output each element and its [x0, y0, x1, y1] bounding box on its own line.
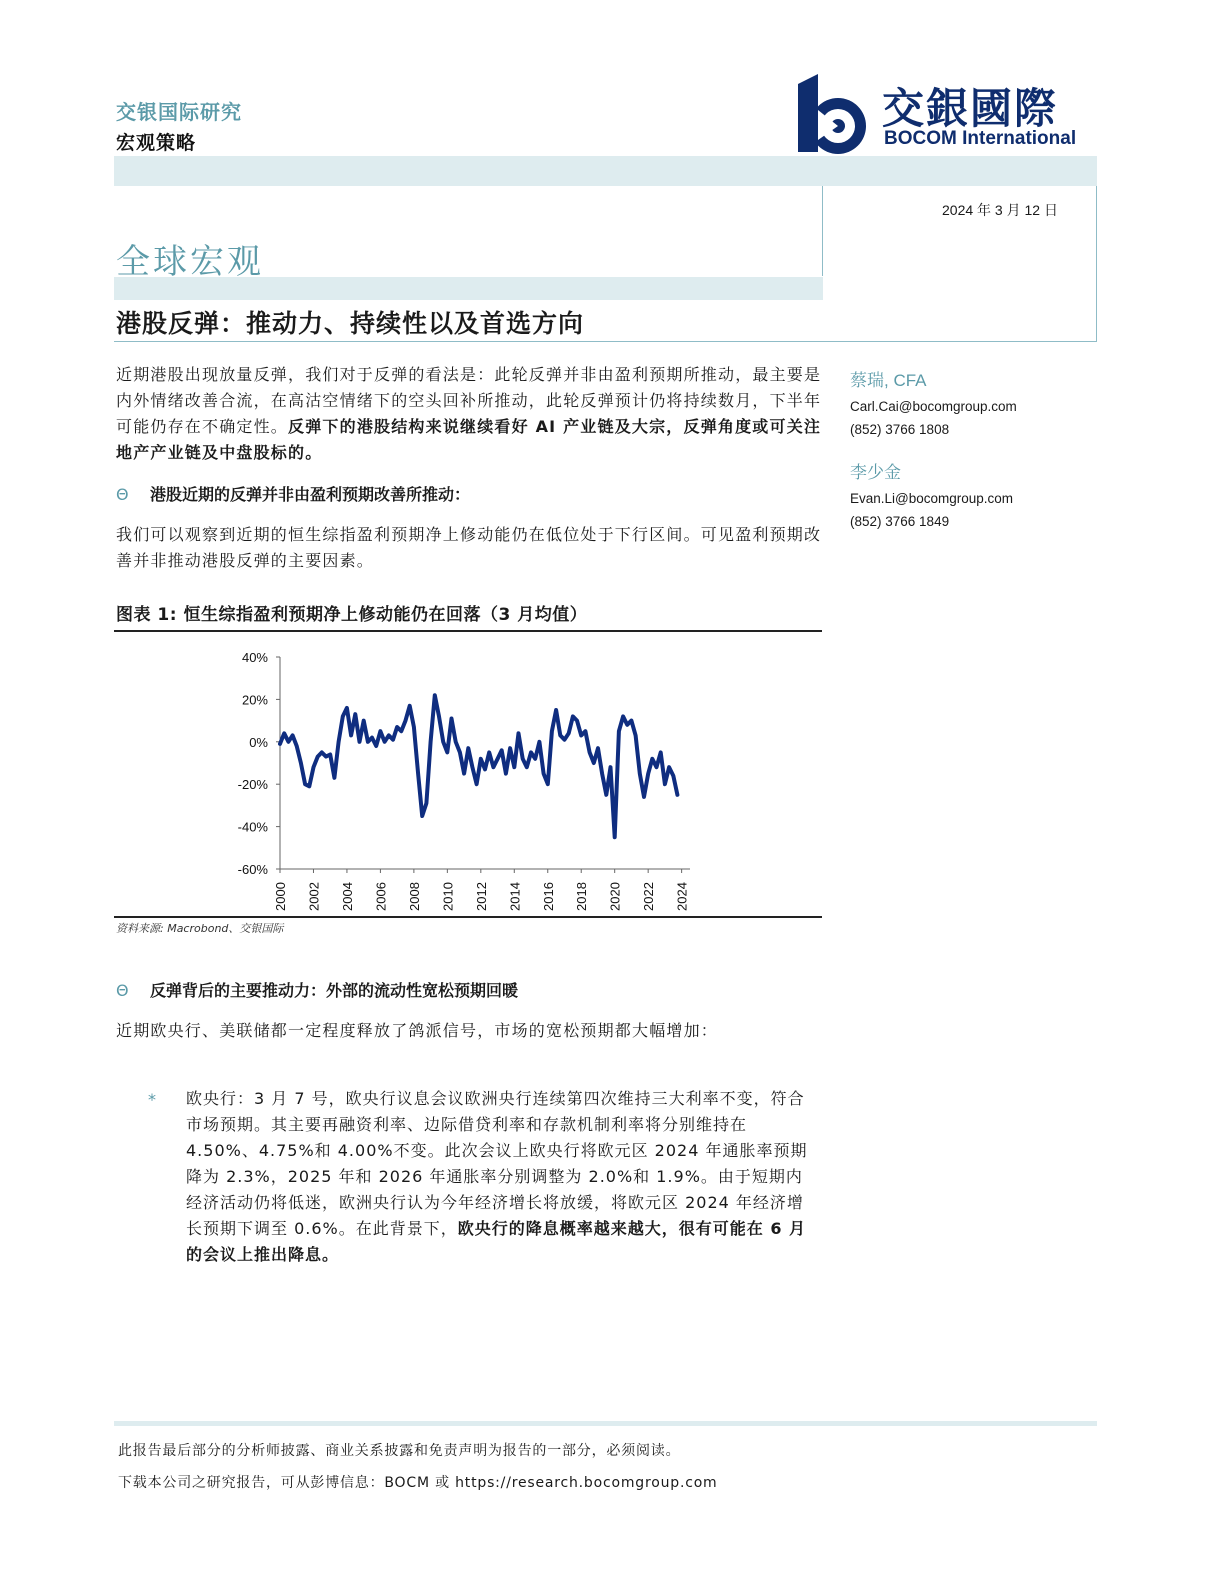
x-tick-label: 2008: [406, 882, 422, 911]
footer-disclaimer: 此报告最后部分的分析师披露、商业关系披露和免责声明为报告的一部分，必须阅读。: [118, 1443, 681, 1459]
bullet-heading-1: [116, 482, 470, 505]
footer-download[interactable]: 下载本公司之研究报告，可从彭博信息：BOCM 或 https://research.bocomgroup.com: [118, 1475, 718, 1491]
bullet-body-2: 近期欧央行、美联储都一定程度释放了鸽派信号，市场的宽松预期都大幅增加：: [116, 1021, 719, 1040]
bullet-heading-text: 反弹背后的主要推动力：外部的流动性宽松预期回暖: [150, 981, 519, 1000]
y-tick-label: 0%: [249, 734, 268, 750]
x-tick-label: 2002: [306, 882, 322, 911]
intro-text: 近期港股出现放量反弹，我们对于反弹的看法是：此轮反弹并非由盈利预期所推动，最主要是内外情绪改善合流，在高沽空情绪下的空头回补所推动，此轮反弹预计仍将持续数月，下半年可能仍存在不确定性。: [116, 365, 822, 436]
ecb-paragraph: [186, 1086, 818, 1268]
line-chart: [116, 636, 822, 916]
x-tick-label: 2024: [674, 882, 690, 911]
intro-highlight: 反弹下的港股结构来说继续看好 AI 产业链及大宗，反弹角度或可关注地产产业链及中盘股标的。: [116, 417, 822, 462]
logo-chinese-text: 交銀國際: [882, 84, 1059, 133]
bullet-heading-text: 港股近期的反弹并非由盈利预期改善所推动：: [150, 485, 471, 504]
ecb-highlight: 欧央行的降息概率越来越大，很有可能在 6 月的会议上推出降息。: [186, 1219, 807, 1264]
asterisk-icon: *: [148, 1090, 156, 1109]
analyst-email[interactable]: Evan.Li@bocomgroup.com: [850, 491, 1014, 506]
y-tick-label: 40%: [241, 650, 268, 665]
x-tick-label: 2014: [507, 882, 523, 911]
bullet-body-1: 我们可以观察到近期的恒生综指盈利预期净上修动能仍在低位处于下行区间。可见盈利预期改善并非推动港股反弹的主要因素。: [116, 525, 822, 570]
x-tick-label: 2016: [540, 882, 556, 911]
brand-label: 交银国际研究: [116, 100, 242, 124]
x-tick-label: 2000: [273, 882, 288, 911]
report-title: 港股反弹：推动力、持续性以及首选方向: [116, 309, 585, 338]
series-line: [280, 695, 677, 837]
figure-title: 图表 1: 恒生综指盈利预期净上修动能仍在回落（3 月均值）: [116, 605, 588, 625]
footer-rule: [114, 1421, 1097, 1426]
x-tick-label: 2006: [373, 882, 389, 911]
header-divider: [822, 186, 823, 276]
x-tick-label: 2022: [641, 882, 657, 911]
figure-source: 资料来源: Macrobond、交银国际: [116, 922, 284, 935]
title-underline: [114, 341, 1097, 342]
report-date: 2024 年 3 月 12 日: [942, 202, 1058, 218]
figure-bottom-rule: [114, 916, 822, 918]
analyst-name: 李少金: [850, 463, 901, 482]
analyst-phone: (852) 3766 1849: [850, 514, 950, 529]
ecb-text: 欧央行：3 月 7 号，欧央行议息会议欧洲央行连续第四次维持三大利率不变，符合市场预期。其主要再融资利率、边际借贷利率和存款机制利率将分别维持在 4.50%、4.75%和 4.00%不变。此次会议上欧央行将欧元区 2024 年通胀率预期降为 2.3%，2025 年和 2026 年通胀率分别调整为 2.0%和 1.9%。由于短期内经济活动仍将低迷，欧洲央行认为今年经济增长将放缓，将欧元区 2024 年经济增长预期下调至 0.6%。在此背景下，: [186, 1089, 808, 1238]
bullet-symbol-icon: Θ: [116, 485, 129, 504]
x-tick-label: 2004: [339, 882, 355, 911]
intro-paragraph: [116, 362, 822, 466]
x-tick-label: 2020: [607, 882, 623, 911]
analyst-phone: (852) 3766 1808: [850, 422, 950, 437]
figure-top-rule: [114, 630, 822, 632]
bullet-symbol-icon: Θ: [116, 981, 129, 1000]
analyst-email[interactable]: Carl.Cai@bocomgroup.com: [850, 399, 1017, 414]
y-tick-label: -20%: [237, 777, 268, 793]
analyst-card-2: [850, 458, 1013, 533]
bullet-heading-2: [116, 978, 518, 1001]
y-tick-label: 20%: [241, 692, 268, 708]
x-tick-label: 2012: [473, 882, 489, 911]
section-title: 全球宏观: [116, 242, 264, 282]
series-label: 宏观策略: [116, 132, 197, 154]
bocom-logo-icon: [794, 70, 876, 156]
analyst-card-1: [850, 366, 1017, 441]
header-right-border: [1096, 186, 1097, 342]
y-tick-label: -60%: [237, 862, 268, 877]
header-band: [114, 156, 1097, 186]
x-tick-label: 2018: [574, 882, 590, 911]
y-tick-label: -40%: [237, 819, 268, 835]
x-tick-label: 2010: [440, 882, 456, 911]
analyst-name: 蔡瑞, CFA: [850, 371, 927, 390]
logo-english-text: BOCOM International: [884, 128, 1077, 149]
